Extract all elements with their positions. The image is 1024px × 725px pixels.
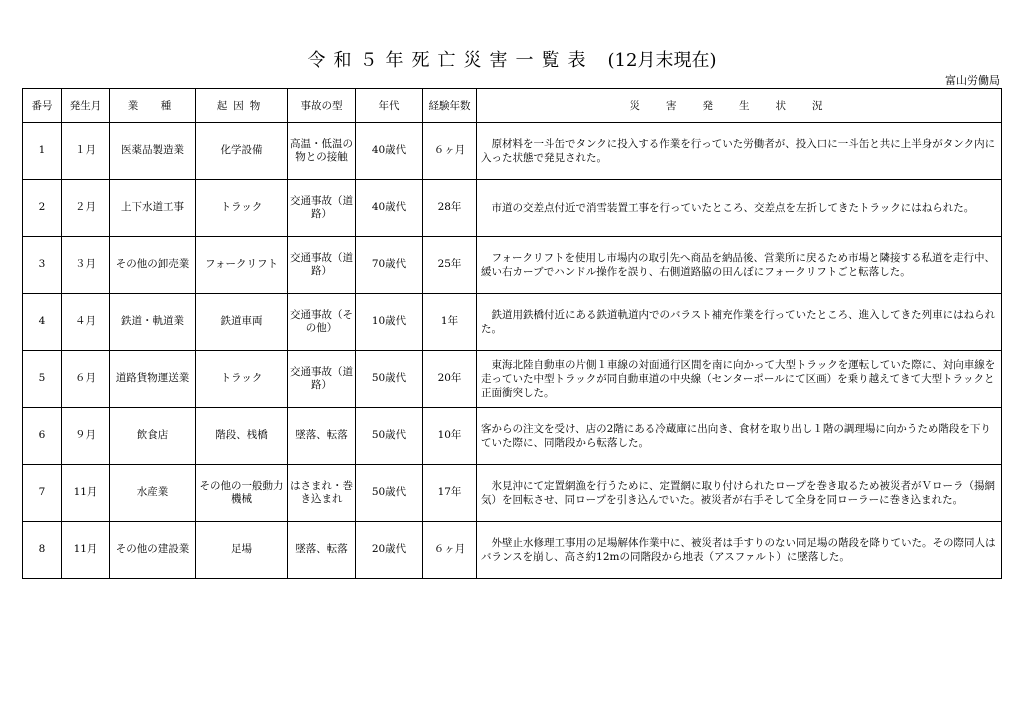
cell-situation: 客からの注文を受け、店の2階にある冷蔵庫に出向き、食材を取り出し１階の調理場に向かうため階段を下りていた際に、同階段から転落した。 xyxy=(477,408,1002,465)
cell-cause: 階段、桟橋 xyxy=(196,408,288,465)
cell-accident-type: 墜落、転落 xyxy=(288,522,356,579)
cell-month: １月 xyxy=(62,123,110,180)
cell-industry: その他の卸売業 xyxy=(110,237,196,294)
cell-age: 50歳代 xyxy=(356,408,423,465)
cell-age: 20歳代 xyxy=(356,522,423,579)
cell-age: 10歳代 xyxy=(356,294,423,351)
cell-situation: 原材料を一斗缶でタンクに投入する作業を行っていた労働者が、投入口に一斗缶と共に上半身がタンク内に入った状態で発見された。 xyxy=(477,123,1002,180)
cell-experience: 20年 xyxy=(423,351,477,408)
table-row xyxy=(23,408,1002,465)
cell-accident-type: 高温・低温の物との接触 xyxy=(288,123,356,180)
cell-situation: 市道の交差点付近で消雪装置工事を行っていたところ、交差点を左折してきたトラックにはねられた。 xyxy=(477,180,1002,237)
cell-age: 50歳代 xyxy=(356,351,423,408)
cell-cause: 鉄道車両 xyxy=(196,294,288,351)
cell-experience: 1年 xyxy=(423,294,477,351)
cell-month: ３月 xyxy=(62,237,110,294)
cell-industry: 上下水道工事 xyxy=(110,180,196,237)
fatal-accident-table xyxy=(22,88,1002,579)
cell-no: 1 xyxy=(23,123,62,180)
title-date-note: (12月末現在) xyxy=(607,50,717,71)
cell-accident-type: 交通事故（道路） xyxy=(288,237,356,294)
cell-month: 11月 xyxy=(62,522,110,579)
table-row xyxy=(23,123,1002,180)
title-text: 令和５年死亡災害一覧表 xyxy=(307,50,594,71)
cell-month: ２月 xyxy=(62,180,110,237)
cell-experience: 17年 xyxy=(423,465,477,522)
cell-accident-type: はさまれ・巻き込まれ xyxy=(288,465,356,522)
cell-no: 8 xyxy=(23,522,62,579)
header-no: 番号 xyxy=(23,89,62,123)
cell-industry: 医薬品製造業 xyxy=(110,123,196,180)
cell-month: ９月 xyxy=(62,408,110,465)
cell-situation: 東海北陸自動車の片側１車線の対面通行区間を南に向かって大型トラックを運転していた際に、対向車線を走っていた中型トラックが同自動車道の中央線（センターポールにて区画）を乗り越えてきて大型トラックと正面衝突した。 xyxy=(477,351,1002,408)
cell-accident-type: 交通事故（道路） xyxy=(288,351,356,408)
header-industry: 業 種 xyxy=(110,89,196,123)
cell-experience: 10年 xyxy=(423,408,477,465)
header-accident-type: 事故の型 xyxy=(288,89,356,123)
header-situation: 災害発生状況 xyxy=(477,89,1002,123)
cell-industry: 飲食店 xyxy=(110,408,196,465)
header-cause: 起因物 xyxy=(196,89,288,123)
cell-no: 3 xyxy=(23,237,62,294)
cell-industry: 水産業 xyxy=(110,465,196,522)
cell-situation: 鉄道用鉄橋付近にある鉄道軌道内でのバラスト補充作業を行っていたところ、進入してきた列車にはねられた。 xyxy=(477,294,1002,351)
table-row xyxy=(23,351,1002,408)
cell-industry: 鉄道・軌道業 xyxy=(110,294,196,351)
cell-accident-type: 交通事故（道路） xyxy=(288,180,356,237)
header-month: 発生月 xyxy=(62,89,110,123)
cell-no: 2 xyxy=(23,180,62,237)
cell-month: ４月 xyxy=(62,294,110,351)
cell-cause: その他の一般動力機械 xyxy=(196,465,288,522)
cell-situation: フォークリフトを使用し市場内の取引先へ商品を納品後、営業所に戻るため市場と隣接する私道を走行中、緩い右カーブでハンドル操作を誤り、右側道路脇の田んぼにフォークリフトごと転落した。 xyxy=(477,237,1002,294)
cell-no: 6 xyxy=(23,408,62,465)
cell-industry: その他の建設業 xyxy=(110,522,196,579)
cell-cause: トラック xyxy=(196,180,288,237)
header-experience: 経験年数 xyxy=(423,89,477,123)
cell-experience: 25年 xyxy=(423,237,477,294)
cell-accident-type: 墜落、転落 xyxy=(288,408,356,465)
cell-experience: ６ヶ月 xyxy=(423,123,477,180)
cell-age: 40歳代 xyxy=(356,123,423,180)
table-row xyxy=(23,522,1002,579)
cell-cause: 足場 xyxy=(196,522,288,579)
table-row xyxy=(23,465,1002,522)
cell-cause: 化学設備 xyxy=(196,123,288,180)
cell-situation: 外壁止水修理工事用の足場解体作業中に、被災者は手すりのない同足場の階段を降りていた。その際同人はバランスを崩し、高さ約12mの同階段から地表（アスファルト）に墜落した。 xyxy=(477,522,1002,579)
table-row xyxy=(23,237,1002,294)
cell-no: 4 xyxy=(23,294,62,351)
cell-age: 40歳代 xyxy=(356,180,423,237)
cell-cause: フォークリフト xyxy=(196,237,288,294)
table-row xyxy=(23,180,1002,237)
document-title xyxy=(0,46,1024,72)
cell-experience: 28年 xyxy=(423,180,477,237)
header-row xyxy=(23,89,1002,123)
issuing-office: 富山労働局 xyxy=(945,74,1000,87)
cell-no: 5 xyxy=(23,351,62,408)
cell-month: ６月 xyxy=(62,351,110,408)
cell-situation: 氷見沖にて定置網漁を行うために、定置網に取り付けられたロープを巻き取るため被災者がＶローラ（揚網気）を回転させ、同ロープを引き込んでいた。被災者が右手そして全身を同ローラーに巻き込まれた。 xyxy=(477,465,1002,522)
cell-industry: 道路貨物運送業 xyxy=(110,351,196,408)
cell-no: 7 xyxy=(23,465,62,522)
cell-age: 70歳代 xyxy=(356,237,423,294)
cell-age: 50歳代 xyxy=(356,465,423,522)
header-age: 年代 xyxy=(356,89,423,123)
cell-cause: トラック xyxy=(196,351,288,408)
table-row xyxy=(23,294,1002,351)
cell-experience: ６ヶ月 xyxy=(423,522,477,579)
cell-month: 11月 xyxy=(62,465,110,522)
cell-accident-type: 交通事故（その他） xyxy=(288,294,356,351)
